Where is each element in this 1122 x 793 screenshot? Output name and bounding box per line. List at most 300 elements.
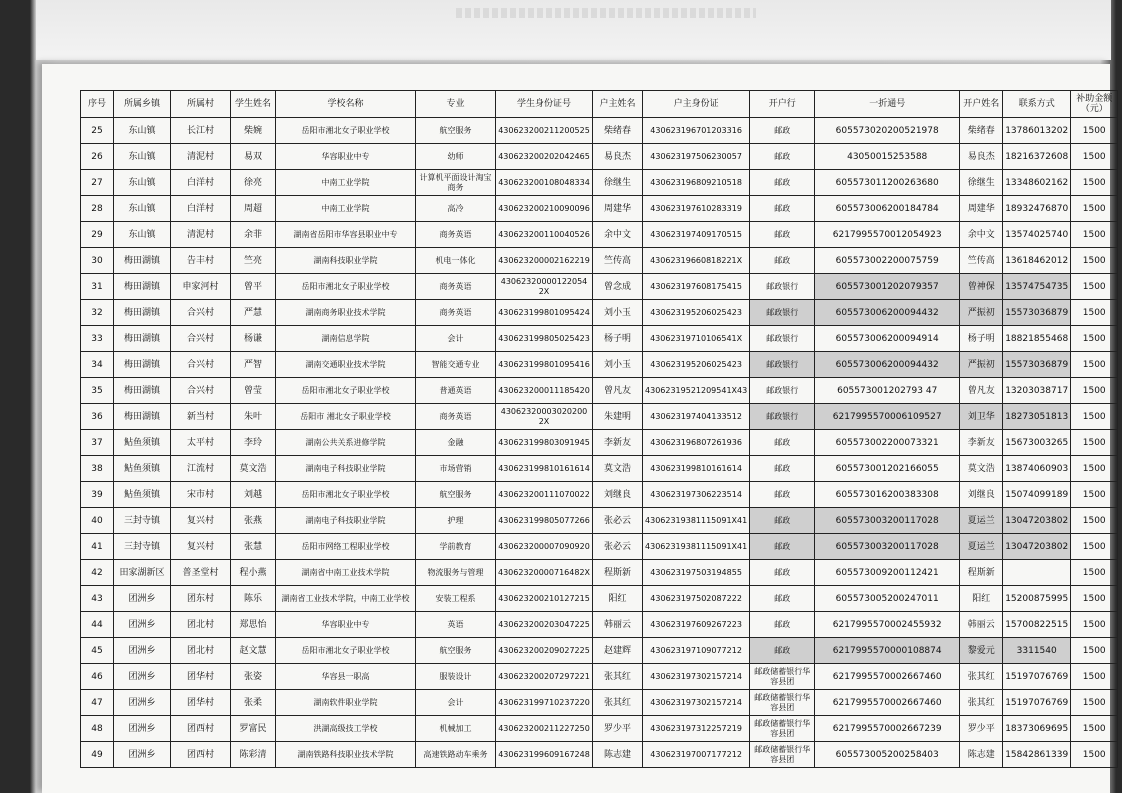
- cell-bank: 邮政银行: [750, 274, 815, 300]
- cell-head: 阳红: [593, 586, 643, 612]
- cell-school: 华容县一职高: [276, 664, 416, 690]
- cell-major: 物流服务与管理: [416, 560, 496, 586]
- cell-student-id: 430623200110040526: [496, 222, 593, 248]
- cell-account: 605573001202079357: [815, 274, 960, 300]
- cell-village: 合兴村: [171, 300, 231, 326]
- cell-head: 杨子明: [593, 326, 643, 352]
- cell-head-id: 43062319381115091X41: [643, 508, 750, 534]
- cell-student: 张燕: [231, 508, 276, 534]
- cell-bank: 邮政银行: [750, 300, 815, 326]
- cell-major: 高冷: [416, 196, 496, 222]
- cell-account: 605573006200094432: [815, 300, 960, 326]
- cell-student: 罗富民: [231, 716, 276, 742]
- cell-phone: 15700822515: [1003, 612, 1071, 638]
- cell-head: 徐继生: [593, 170, 643, 196]
- cell-school: 岳阳市网络工程职业学校: [276, 534, 416, 560]
- cell-amount: 1500: [1071, 404, 1118, 430]
- cell-student-id: 430623200210090096: [496, 196, 593, 222]
- cell-major: 计算机平面设计淘宝商务: [416, 170, 496, 196]
- cell-account: 605573001202166055: [815, 456, 960, 482]
- cell-major: 智能交通专业: [416, 352, 496, 378]
- table-row: [81, 690, 1118, 716]
- cell-amount: 1500: [1071, 222, 1118, 248]
- cell-holder: 严振初: [960, 300, 1003, 326]
- cell-holder: 严振初: [960, 352, 1003, 378]
- cell-major: 安装工程系: [416, 586, 496, 612]
- header-col-phone: 联系方式: [1003, 91, 1071, 118]
- cell-student-id: 43062320000716482X: [496, 560, 593, 586]
- cell-school: 洪湖高级技工学校: [276, 716, 416, 742]
- cell-school: 湖南科技职业学院: [276, 248, 416, 274]
- cell-holder: 柴绪春: [960, 118, 1003, 144]
- cell-student-id: 430623200211200525: [496, 118, 593, 144]
- cell-major: 护理: [416, 508, 496, 534]
- cell-village: 新当村: [171, 404, 231, 430]
- cell-town: 东山镇: [114, 144, 171, 170]
- table-row: [81, 638, 1118, 664]
- header-col-account: 一折通号: [815, 91, 960, 118]
- cell-no: 26: [81, 144, 114, 170]
- cell-head: 陈志建: [593, 742, 643, 768]
- cell-head: 刘小玉: [593, 300, 643, 326]
- cell-amount: 1500: [1071, 118, 1118, 144]
- cell-school: 华容职业中专: [276, 612, 416, 638]
- cell-school: 湖南信息学院: [276, 326, 416, 352]
- header-col-bank: 开户行: [750, 91, 815, 118]
- cell-amount: 1500: [1071, 508, 1118, 534]
- cell-bank: 邮政: [750, 560, 815, 586]
- cell-no: 38: [81, 456, 114, 482]
- header-col-town: 所属乡镇: [114, 91, 171, 118]
- cell-village: 太平村: [171, 430, 231, 456]
- cell-village: 团华村: [171, 664, 231, 690]
- cell-school: 中南工业学院: [276, 170, 416, 196]
- header-col-head-id: 户主身份证: [643, 91, 750, 118]
- cell-town: 三封寺镇: [114, 508, 171, 534]
- cell-phone: 15074099189: [1003, 482, 1071, 508]
- cell-school: 岳阳市湘北女子职业学校: [276, 378, 416, 404]
- cell-student: 周超: [231, 196, 276, 222]
- table-row: [81, 170, 1118, 196]
- cell-head: 程斯新: [593, 560, 643, 586]
- cell-school: 岳阳市 湘北女子职业学校: [276, 404, 416, 430]
- cell-town: 东山镇: [114, 196, 171, 222]
- cell-no: 44: [81, 612, 114, 638]
- cell-amount: 1500: [1071, 690, 1118, 716]
- cell-phone: 13574025740: [1003, 222, 1071, 248]
- cell-no: 32: [81, 300, 114, 326]
- cell-student: 严智: [231, 352, 276, 378]
- cell-head-id: 430623197506230057: [643, 144, 750, 170]
- cell-head: 曾念成: [593, 274, 643, 300]
- cell-student-id: 43062320003020200 2X: [496, 404, 593, 430]
- cell-account: 605573005200258403: [815, 742, 960, 768]
- cell-bank: 邮政银行: [750, 326, 815, 352]
- cell-student-id: 43062320000122054 2X: [496, 274, 593, 300]
- cell-town: 东山镇: [114, 118, 171, 144]
- cell-phone: 15573036879: [1003, 300, 1071, 326]
- cell-student: 李玲: [231, 430, 276, 456]
- cell-amount: 1500: [1071, 378, 1118, 404]
- cell-student: 杨谦: [231, 326, 276, 352]
- cell-student-id: 430623200007090920: [496, 534, 593, 560]
- cell-phone: 18373069695: [1003, 716, 1071, 742]
- cell-village: 合兴村: [171, 326, 231, 352]
- cell-no: 49: [81, 742, 114, 768]
- header-col-student: 学生姓名: [231, 91, 276, 118]
- cell-no: 36: [81, 404, 114, 430]
- cell-major: 会计: [416, 690, 496, 716]
- cell-bank: 邮政: [750, 222, 815, 248]
- cell-bank: 邮政储蓄银行华容县团: [750, 664, 815, 690]
- cell-student: 张柔: [231, 690, 276, 716]
- cell-holder: 黎爱元: [960, 638, 1003, 664]
- cell-head: 张其红: [593, 664, 643, 690]
- cell-student: 陈乐: [231, 586, 276, 612]
- table-row: [81, 586, 1118, 612]
- cell-holder: 夏运兰: [960, 534, 1003, 560]
- cell-student: 陈彩清: [231, 742, 276, 768]
- header-col-amount: 补助金额（元）: [1071, 91, 1118, 118]
- cell-holder: 曾神保: [960, 274, 1003, 300]
- cell-bank: 邮政: [750, 118, 815, 144]
- cell-school: 岳阳市湘北女子职业学校: [276, 638, 416, 664]
- cell-phone: 13047203802: [1003, 534, 1071, 560]
- cell-major: 高速铁路动车乘务: [416, 742, 496, 768]
- cell-account: 6217995570000108874: [815, 638, 960, 664]
- cell-head-id: 430623197608175415: [643, 274, 750, 300]
- cell-holder: 曾凡友: [960, 378, 1003, 404]
- cell-village: 清泥村: [171, 144, 231, 170]
- cell-head: 朱建明: [593, 404, 643, 430]
- cell-no: 29: [81, 222, 114, 248]
- cell-village: 团华村: [171, 690, 231, 716]
- table-row: [81, 352, 1118, 378]
- cell-account: 605573016200383308: [815, 482, 960, 508]
- cell-town: 团洲乡: [114, 612, 171, 638]
- table-row: [81, 742, 1118, 768]
- cell-student-id: 430623199801095416: [496, 352, 593, 378]
- cell-holder: 易良杰: [960, 144, 1003, 170]
- cell-bank: 邮政: [750, 586, 815, 612]
- cell-head: 余中文: [593, 222, 643, 248]
- table-row: [81, 664, 1118, 690]
- cell-head-id: 430623197609267223: [643, 612, 750, 638]
- cell-student-id: 430623199805025423: [496, 326, 593, 352]
- header-col-head: 户主姓名: [593, 91, 643, 118]
- cell-student-id: 430623200111070022: [496, 482, 593, 508]
- cell-amount: 1500: [1071, 716, 1118, 742]
- cell-major: 幼师: [416, 144, 496, 170]
- cell-account: 605573006200094914: [815, 326, 960, 352]
- table-row: [81, 326, 1118, 352]
- cell-phone: 13047203802: [1003, 508, 1071, 534]
- cell-town: 鲇鱼须镇: [114, 430, 171, 456]
- cell-major: 市场营销: [416, 456, 496, 482]
- cell-no: 40: [81, 508, 114, 534]
- cell-no: 27: [81, 170, 114, 196]
- table-row: [81, 404, 1118, 430]
- cell-head-id: 430623196807261936: [643, 430, 750, 456]
- header-col-holder: 开户姓名: [960, 91, 1003, 118]
- cell-account: 605573002200073321: [815, 430, 960, 456]
- cell-amount: 1500: [1071, 664, 1118, 690]
- cell-no: 39: [81, 482, 114, 508]
- cell-phone: 13874060903: [1003, 456, 1071, 482]
- cell-school: 湖南软件职业学院: [276, 690, 416, 716]
- cell-village: 宋市村: [171, 482, 231, 508]
- cell-head-id: 430623197502087222: [643, 586, 750, 612]
- cell-phone: 18216372608: [1003, 144, 1071, 170]
- cell-student-id: 430623200207297221: [496, 664, 593, 690]
- cell-account: 6217995570002667239: [815, 716, 960, 742]
- table-row: [81, 560, 1118, 586]
- cell-school: 湖南省岳阳市华容县职业中专: [276, 222, 416, 248]
- table-row: [81, 248, 1118, 274]
- table-row: [81, 456, 1118, 482]
- cell-account: 6217995570002667460: [815, 664, 960, 690]
- cell-village: 江流村: [171, 456, 231, 482]
- cell-amount: 1500: [1071, 352, 1118, 378]
- cell-town: 梅田湖镇: [114, 248, 171, 274]
- cell-amount: 1500: [1071, 196, 1118, 222]
- cell-major: 商务英语: [416, 274, 496, 300]
- cell-bank: 邮政: [750, 170, 815, 196]
- cell-head-id: 430623196701203316: [643, 118, 750, 144]
- cell-town: 鲇鱼须镇: [114, 456, 171, 482]
- cell-head: 周建华: [593, 196, 643, 222]
- cell-school: 华容职业中专: [276, 144, 416, 170]
- cell-student: 易双: [231, 144, 276, 170]
- cell-bank: 邮政: [750, 638, 815, 664]
- cell-head-id: 430623197610283319: [643, 196, 750, 222]
- table-row: [81, 300, 1118, 326]
- cell-bank: 邮政储蓄银行华容县团: [750, 742, 815, 768]
- cell-village: 长江村: [171, 118, 231, 144]
- table-row: [81, 222, 1118, 248]
- cell-major: 会计: [416, 326, 496, 352]
- cell-student-id: 430623199803091945: [496, 430, 593, 456]
- cell-student: 严慧: [231, 300, 276, 326]
- table-row: [81, 716, 1118, 742]
- cell-no: 37: [81, 430, 114, 456]
- cell-bank: 邮政: [750, 456, 815, 482]
- cell-major: 英语: [416, 612, 496, 638]
- cell-village: 团西村: [171, 716, 231, 742]
- cell-town: 梅田湖镇: [114, 300, 171, 326]
- cell-phone: 18932476870: [1003, 196, 1071, 222]
- cell-phone: 13786013202: [1003, 118, 1071, 144]
- cell-head-id: 43062319710106541X: [643, 326, 750, 352]
- cell-amount: 1500: [1071, 742, 1118, 768]
- cell-village: 普圣堂村: [171, 560, 231, 586]
- cell-account: 605573020200521978: [815, 118, 960, 144]
- cell-bank: 邮政: [750, 508, 815, 534]
- cell-head-id: 430623195206025423: [643, 352, 750, 378]
- cell-no: 28: [81, 196, 114, 222]
- cell-phone: 15673003265: [1003, 430, 1071, 456]
- cell-phone: 13348602162: [1003, 170, 1071, 196]
- cell-school: 湖南公共关系进修学院: [276, 430, 416, 456]
- cell-student: 张姿: [231, 664, 276, 690]
- cell-head-id: 43062319381115091X41: [643, 534, 750, 560]
- cell-bank: 邮政: [750, 144, 815, 170]
- cell-account: 605573009200112421: [815, 560, 960, 586]
- cell-no: 45: [81, 638, 114, 664]
- cell-student: 曾莹: [231, 378, 276, 404]
- cell-major: 商务英语: [416, 222, 496, 248]
- cell-bank: 邮政银行: [750, 404, 815, 430]
- cell-no: 46: [81, 664, 114, 690]
- cell-head-id: 43062319521209541X43: [643, 378, 750, 404]
- cell-school: 湖南电子科技职业学院: [276, 508, 416, 534]
- cell-amount: 1500: [1071, 586, 1118, 612]
- cell-bank: 邮政: [750, 196, 815, 222]
- cell-town: 梅田湖镇: [114, 274, 171, 300]
- cell-school: 中南工业学院: [276, 196, 416, 222]
- cell-head-id: 430623197312257219: [643, 716, 750, 742]
- cell-student-id: 430623199710237220: [496, 690, 593, 716]
- cell-village: 申家河村: [171, 274, 231, 300]
- cell-student-id: 430623200002162219: [496, 248, 593, 274]
- cell-school: 岳阳市湘北女子职业学校: [276, 482, 416, 508]
- cell-holder: 韩丽云: [960, 612, 1003, 638]
- cell-student-id: 430623199810161614: [496, 456, 593, 482]
- cell-holder: 竺传高: [960, 248, 1003, 274]
- cell-amount: 1500: [1071, 248, 1118, 274]
- cell-school: 湖南商务职业技术学院: [276, 300, 416, 326]
- cell-town: 团洲乡: [114, 742, 171, 768]
- cell-head: 赵建辉: [593, 638, 643, 664]
- cell-town: 团洲乡: [114, 586, 171, 612]
- cell-head-id: 430623195206025423: [643, 300, 750, 326]
- cell-head: 张必云: [593, 534, 643, 560]
- cell-town: 梅田湖镇: [114, 378, 171, 404]
- cell-major: 普通英语: [416, 378, 496, 404]
- cell-amount: 1500: [1071, 534, 1118, 560]
- cell-no: 48: [81, 716, 114, 742]
- cell-account: 605573006200094432: [815, 352, 960, 378]
- table-row: [81, 612, 1118, 638]
- table-row: [81, 430, 1118, 456]
- cell-no: 47: [81, 690, 114, 716]
- cell-no: 43: [81, 586, 114, 612]
- cell-town: 梅田湖镇: [114, 404, 171, 430]
- cell-head-id: 430623197302157214: [643, 664, 750, 690]
- cell-no: 30: [81, 248, 114, 274]
- cell-town: 团洲乡: [114, 638, 171, 664]
- cell-head-id: 430623197503194855: [643, 560, 750, 586]
- cell-head-id: 430623197007177212: [643, 742, 750, 768]
- cell-amount: 1500: [1071, 560, 1118, 586]
- cell-school: 岳阳市湘北女子职业学校: [276, 274, 416, 300]
- cell-phone: 3311540: [1003, 638, 1071, 664]
- table-row: [81, 378, 1118, 404]
- cell-phone: 15573036879: [1003, 352, 1071, 378]
- cell-account: 6217995570006109527: [815, 404, 960, 430]
- cell-town: 梅田湖镇: [114, 326, 171, 352]
- cell-account: 605573003200117028: [815, 534, 960, 560]
- header-col-school: 学校名称: [276, 91, 416, 118]
- subsidy-table: [80, 90, 1118, 768]
- cell-school: 湖南省中南工业技术学院: [276, 560, 416, 586]
- cell-major: 金融: [416, 430, 496, 456]
- bleed-through-text: [456, 8, 756, 18]
- cell-town: 梅田湖镇: [114, 352, 171, 378]
- cell-holder: 阳红: [960, 586, 1003, 612]
- cell-bank: 邮政: [750, 248, 815, 274]
- cell-student-id: 430623200209027225: [496, 638, 593, 664]
- cell-amount: 1500: [1071, 456, 1118, 482]
- header-col-major: 专业: [416, 91, 496, 118]
- table-row: [81, 508, 1118, 534]
- cell-holder: 刘继良: [960, 482, 1003, 508]
- cell-head-id: 430623196809210518: [643, 170, 750, 196]
- cell-account: 605573005200247011: [815, 586, 960, 612]
- cell-major: 商务英语: [416, 300, 496, 326]
- cell-town: 东山镇: [114, 170, 171, 196]
- cell-phone: 15842861339: [1003, 742, 1071, 768]
- cell-major: 商务英语: [416, 404, 496, 430]
- table-row: [81, 534, 1118, 560]
- cell-town: 团洲乡: [114, 664, 171, 690]
- cell-head-id: 430623197409170515: [643, 222, 750, 248]
- cell-no: 34: [81, 352, 114, 378]
- cell-head-id: 430623197109077212: [643, 638, 750, 664]
- table-header-row: [81, 91, 1118, 118]
- cell-account: 6217995570002667460: [815, 690, 960, 716]
- cell-no: 33: [81, 326, 114, 352]
- cell-village: 白洋村: [171, 196, 231, 222]
- cell-holder: 夏运兰: [960, 508, 1003, 534]
- cell-holder: 周建华: [960, 196, 1003, 222]
- cell-student: 刘越: [231, 482, 276, 508]
- cell-village: 团西村: [171, 742, 231, 768]
- cell-phone: 13574754735: [1003, 274, 1071, 300]
- cell-student-id: 430623199805077266: [496, 508, 593, 534]
- cell-holder: 李新友: [960, 430, 1003, 456]
- cell-student: 徐亮: [231, 170, 276, 196]
- cell-holder: 莫文浩: [960, 456, 1003, 482]
- cell-head: 韩丽云: [593, 612, 643, 638]
- header-col-no: 序号: [81, 91, 114, 118]
- cell-no: 41: [81, 534, 114, 560]
- cell-town: 三封寺镇: [114, 534, 171, 560]
- cell-phone: 15200875995: [1003, 586, 1071, 612]
- cell-phone: [1003, 560, 1071, 586]
- cell-student: 柴婉: [231, 118, 276, 144]
- cell-holder: 罗少平: [960, 716, 1003, 742]
- cell-student: 竺亮: [231, 248, 276, 274]
- cell-town: 田家湖新区: [114, 560, 171, 586]
- background-page: [36, 0, 1111, 60]
- cell-amount: 1500: [1071, 638, 1118, 664]
- cell-head: 刘小玉: [593, 352, 643, 378]
- cell-student: 余菲: [231, 222, 276, 248]
- cell-village: 清泥村: [171, 222, 231, 248]
- cell-account: 43050015253588: [815, 144, 960, 170]
- cell-major: 机电一体化: [416, 248, 496, 274]
- cell-student-id: 430623200203047225: [496, 612, 593, 638]
- cell-school: 湖南电子科技职业学院: [276, 456, 416, 482]
- cell-bank: 邮政: [750, 482, 815, 508]
- cell-village: 复兴村: [171, 508, 231, 534]
- cell-student: 曾平: [231, 274, 276, 300]
- cell-amount: 1500: [1071, 326, 1118, 352]
- cell-student-id: 430623199609167248: [496, 742, 593, 768]
- cell-head: 竺传高: [593, 248, 643, 274]
- cell-head-id: 430623197404133512: [643, 404, 750, 430]
